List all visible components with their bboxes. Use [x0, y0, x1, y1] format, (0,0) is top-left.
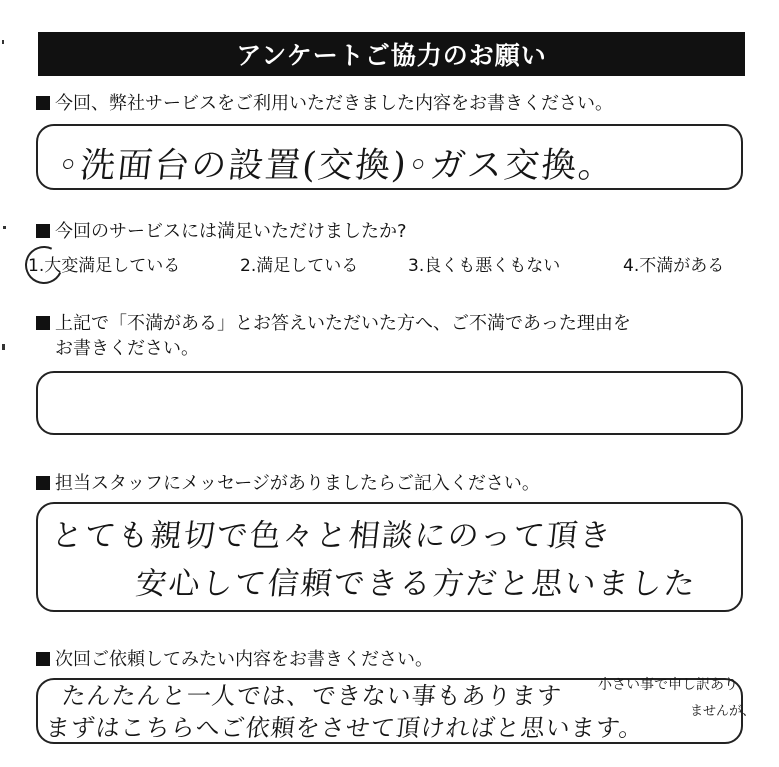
answer-4-line2: 安心して信頼できる方だと思いました: [133, 566, 699, 602]
answer-box-3[interactable]: [36, 371, 743, 435]
question-4: [36, 472, 540, 496]
square-bullet-icon: [36, 652, 50, 666]
question-5: [36, 648, 433, 672]
question-3-text-line1: 上記で「不満がある」とお答えいただいた方へ、ご不満であった理由を: [55, 313, 631, 334]
question-5-text: 次回ご依頼してみたい内容をお書きください。: [55, 649, 433, 670]
option-very-satisfied[interactable]: 1.大変満足している: [28, 256, 181, 276]
square-bullet-icon: [36, 476, 50, 490]
scan-speck: [3, 226, 6, 229]
question-3: [36, 312, 631, 336]
scan-speck: [2, 40, 4, 44]
satisfaction-options: [28, 253, 768, 279]
question-1-text: 今回、弊社サービスをご利用いただきました内容をお書きください。: [55, 93, 613, 114]
answer-1-text: ◦洗面台の設置(交換)◦ガス交換。: [55, 146, 618, 186]
survey-title: アンケートご協力のお願い: [38, 32, 745, 76]
answer-5-line2: まずはこちらへご依頼をさせて頂ければと思います。: [44, 714, 646, 742]
square-bullet-icon: [36, 224, 50, 238]
answer-box-4[interactable]: [36, 502, 743, 612]
answer-4-line1: とても親切で色々と相談にのって頂き: [49, 518, 615, 554]
selected-circle-mark: [20, 241, 69, 290]
answer-5-note1: 小さい事で申し訳あり: [598, 677, 738, 693]
answer-5-note2: ませんが、: [690, 704, 756, 719]
answer-box-1[interactable]: [36, 124, 743, 190]
question-3-line2: お書きください。: [55, 338, 199, 359]
question-4-text: 担当スタッフにメッセージがありましたらご記入ください。: [55, 473, 540, 494]
scan-speck: [2, 344, 5, 350]
option-satisfied[interactable]: 2.満足している: [240, 256, 359, 276]
question-2: [36, 220, 407, 244]
question-2-text: 今回のサービスには満足いただけましたか?: [55, 221, 407, 242]
square-bullet-icon: [36, 316, 50, 330]
question-1: [36, 92, 613, 116]
option-dissatisfied[interactable]: 4.不満がある: [623, 256, 725, 276]
square-bullet-icon: [36, 96, 50, 110]
answer-5-line1: たんたんと一人では、できない事もあります: [60, 682, 564, 710]
option-neutral[interactable]: 3.良くも悪くもない: [408, 256, 561, 276]
